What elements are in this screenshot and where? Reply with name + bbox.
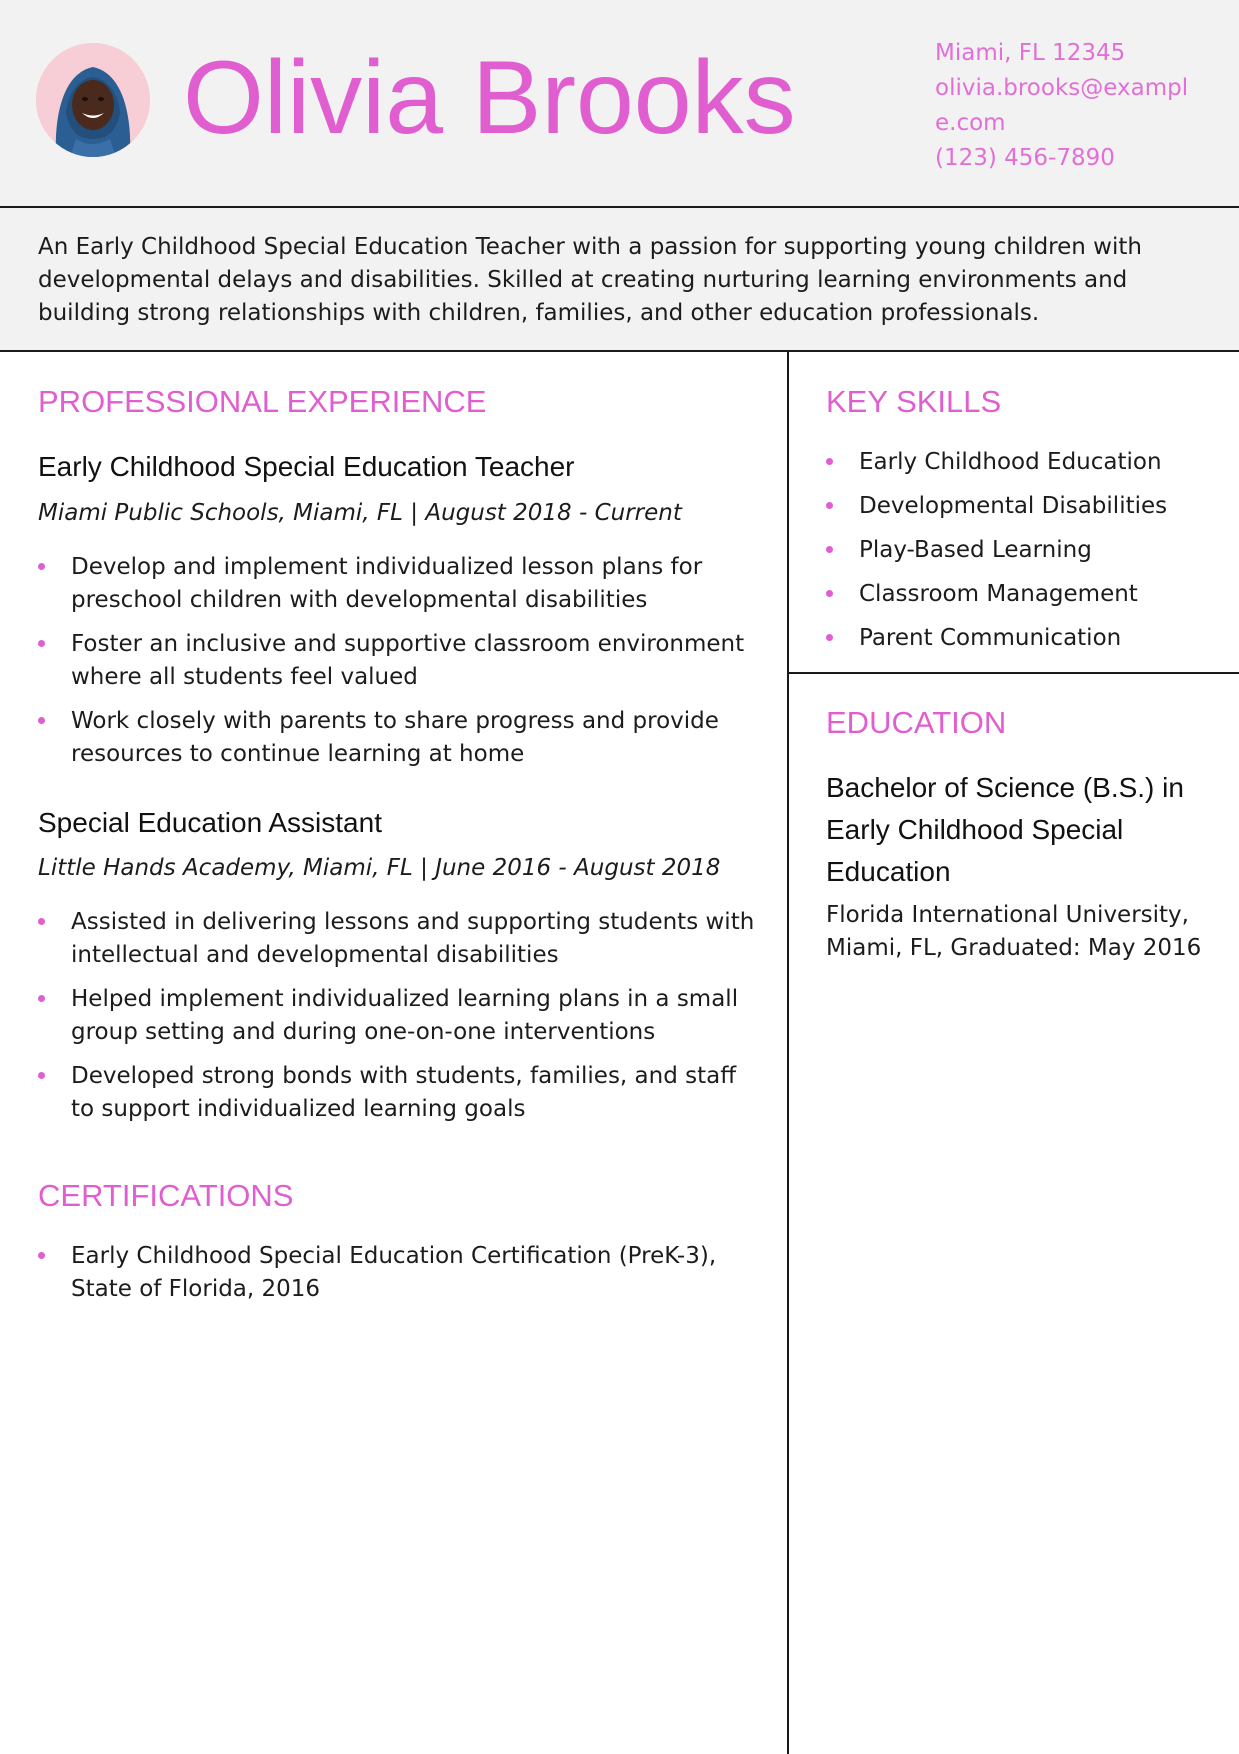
job-title: Special Education Assistant	[38, 807, 382, 838]
experience-heading: PROFESSIONAL EXPERIENCE	[38, 384, 487, 419]
school-info: Florida International University, Miami, FL, Graduated: May 2016	[826, 902, 1202, 961]
job-bullets	[38, 906, 758, 1137]
list-item: Developed strong bonds with students, families, and staff to support individualized learning goals	[38, 1060, 758, 1126]
education-heading: EDUCATION	[826, 705, 1007, 740]
list-item: Develop and implement individualized lesson plans for preschool children with developmental disabilities	[38, 551, 758, 617]
list-item: Classroom Management	[826, 578, 1216, 611]
list-item: Parent Communication	[826, 622, 1216, 655]
list-item: Early Childhood Education	[826, 446, 1216, 479]
contact-block	[935, 36, 1195, 176]
email-link[interactable]: olivia.brooks@example.com	[935, 75, 1189, 136]
certifications-list	[38, 1240, 738, 1317]
column-divider	[787, 352, 789, 1754]
phone-text: (123) 456-7890	[935, 145, 1115, 171]
list-item: Early Childhood Special Education Certification (PreK-3), State of Florida, 2016	[38, 1240, 738, 1306]
list-item: Work closely with parents to share progress and provide resources to continue learning at home	[38, 705, 758, 771]
list-item: Helped implement individualized learning plans in a small group setting and during one-on-one interventions	[38, 983, 758, 1049]
job-meta: Miami Public Schools, Miami, FL | August 2018 - Current	[38, 500, 682, 526]
sidebar-divider	[789, 672, 1239, 674]
certifications-heading: CERTIFICATIONS	[38, 1178, 294, 1213]
profile-photo	[36, 43, 150, 157]
list-item: Developmental Disabilities	[826, 490, 1216, 523]
summary-text: An Early Childhood Special Education Teacher with a passion for supporting young children with developmental delays and disabilities. Skilled at creating nurturing learning environments and building strong relationships with children, families, and other education professionals.	[38, 234, 1142, 326]
list-item: Assisted in delivering lessons and supporting students with intellectual and developmental disabilities	[38, 906, 758, 972]
location-text: Miami, FL 12345	[935, 40, 1126, 66]
degree-title: Bachelor of Science (B.S.) in Early Childhood Special Education	[826, 772, 1184, 887]
candidate-name: Olivia Brooks	[183, 40, 796, 156]
list-item: Foster an inclusive and supportive classroom environment where all students feel valued	[38, 628, 758, 694]
job-title: Early Childhood Special Education Teacher	[38, 451, 575, 482]
summary-section	[0, 208, 1239, 352]
skills-heading: KEY SKILLS	[826, 384, 1002, 419]
skills-list	[826, 446, 1216, 666]
job-meta: Little Hands Academy, Miami, FL | June 2016 - August 2018	[38, 855, 721, 881]
job-bullets	[38, 551, 758, 782]
resume-header	[0, 0, 1239, 208]
list-item: Play-Based Learning	[826, 534, 1216, 567]
